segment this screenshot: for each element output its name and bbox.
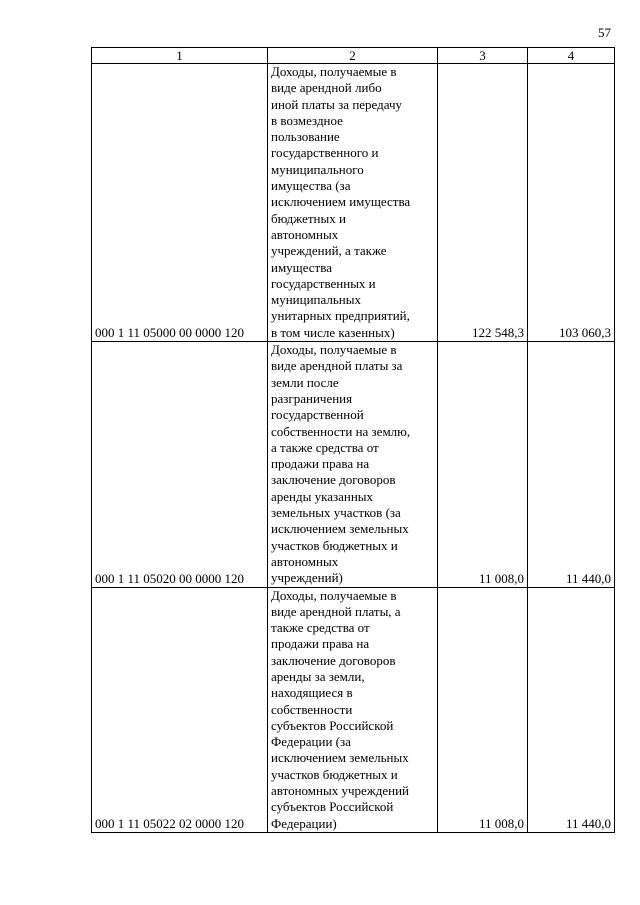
revenue-name-line: также средства от <box>271 620 370 636</box>
amount-col-4-cell: 11 440,0 <box>528 342 615 587</box>
amount-col-3-cell: 11 008,0 <box>438 587 528 832</box>
revenue-name-line: в возмездное <box>271 112 343 128</box>
revenue-name-cell <box>268 342 438 587</box>
revenue-name-line: заключение договоров <box>271 472 396 488</box>
revenue-name-line: виде арендной платы, а <box>271 603 401 619</box>
revenue-name-line: государственных и <box>271 275 376 291</box>
revenue-name-line: собственности на землю, <box>271 423 411 439</box>
revenue-name-line: муниципальных <box>271 292 362 308</box>
revenue-name-line: бюджетных и <box>271 210 346 226</box>
revenue-name-line: исключением имущества <box>271 194 411 210</box>
revenue-name-line: учреждений, а также <box>271 243 387 259</box>
revenue-name-line: аренды за земли, <box>271 668 365 684</box>
revenue-name-line: аренды указанных <box>271 488 374 504</box>
revenue-name-line: муниципального <box>271 161 364 177</box>
revenue-name-line: Федерации (за <box>271 734 351 750</box>
revenue-name-line: пользование <box>271 129 340 145</box>
header-col-2: 2 <box>268 48 438 64</box>
revenue-name-line: автономных <box>271 226 339 242</box>
revenue-name-line: субъектов Российской <box>271 799 394 815</box>
table-row <box>92 342 615 587</box>
revenue-name-line: субъектов Российской <box>271 717 394 733</box>
amount-col-4-cell: 103 060,3 <box>528 64 615 342</box>
revenue-name-line: виде арендной либо <box>271 80 382 96</box>
revenue-name-line: учреждений) <box>271 570 343 586</box>
revenue-name-line: земли после <box>271 374 339 390</box>
revenue-name-line: находящиеся в <box>271 685 353 701</box>
revenue-name-line: участков бюджетных и <box>271 537 398 553</box>
table-row <box>92 64 615 342</box>
budget-code-cell: 000 1 11 05020 00 0000 120 <box>92 342 268 587</box>
revenue-name-line: исключением земельных <box>271 521 409 537</box>
budget-code-cell: 000 1 11 05022 02 0000 120 <box>92 587 268 832</box>
revenue-name-line: имущества (за <box>271 178 351 194</box>
revenue-name-line: Доходы, получаемые в <box>271 587 397 603</box>
amount-col-3-cell: 11 008,0 <box>438 342 528 587</box>
revenue-name-line: а также средства от <box>271 439 379 455</box>
revenue-name-line: заключение договоров <box>271 652 396 668</box>
amount-col-3-cell: 122 548,3 <box>438 64 528 342</box>
revenue-table <box>91 47 615 833</box>
header-col-3: 3 <box>438 48 528 64</box>
amount-col-4-cell: 11 440,0 <box>528 587 615 832</box>
revenue-name-line: автономных <box>271 553 339 569</box>
revenue-name-line: иной платы за передачу <box>271 96 403 112</box>
revenue-name-line: Федерации) <box>271 815 337 831</box>
table-row <box>92 587 615 832</box>
header-col-1: 1 <box>92 48 268 64</box>
revenue-name-line: в том числе казенных) <box>271 324 395 340</box>
revenue-name-line: исключением земельных <box>271 750 409 766</box>
revenue-name-line: разграничения <box>271 390 353 406</box>
header-col-4: 4 <box>528 48 615 64</box>
revenue-name-line: Доходы, получаемые в <box>271 64 397 79</box>
revenue-name-line: виде арендной платы за <box>271 358 403 374</box>
revenue-name-cell <box>268 64 438 342</box>
revenue-name-line: имущества <box>271 259 332 275</box>
revenue-name-line: автономных учреждений <box>271 783 410 799</box>
revenue-name-line: земельных участков (за <box>271 505 401 521</box>
revenue-name-line: государственной <box>271 407 364 423</box>
table-body <box>92 64 615 833</box>
revenue-name-line: унитарных предприятий, <box>271 308 410 324</box>
table-header-row <box>92 48 615 64</box>
revenue-name-line: государственного и <box>271 145 379 161</box>
revenue-name-cell <box>268 587 438 832</box>
page-number: 57 <box>598 25 611 40</box>
revenue-name-line: собственности <box>271 701 353 717</box>
revenue-name-line: продажи права на <box>271 636 370 652</box>
revenue-name-line: Доходы, получаемые в <box>271 342 397 358</box>
revenue-name-line: участков бюджетных и <box>271 766 398 782</box>
budget-code-cell: 000 1 11 05000 00 0000 120 <box>92 64 268 342</box>
revenue-name-line: продажи права на <box>271 456 370 472</box>
